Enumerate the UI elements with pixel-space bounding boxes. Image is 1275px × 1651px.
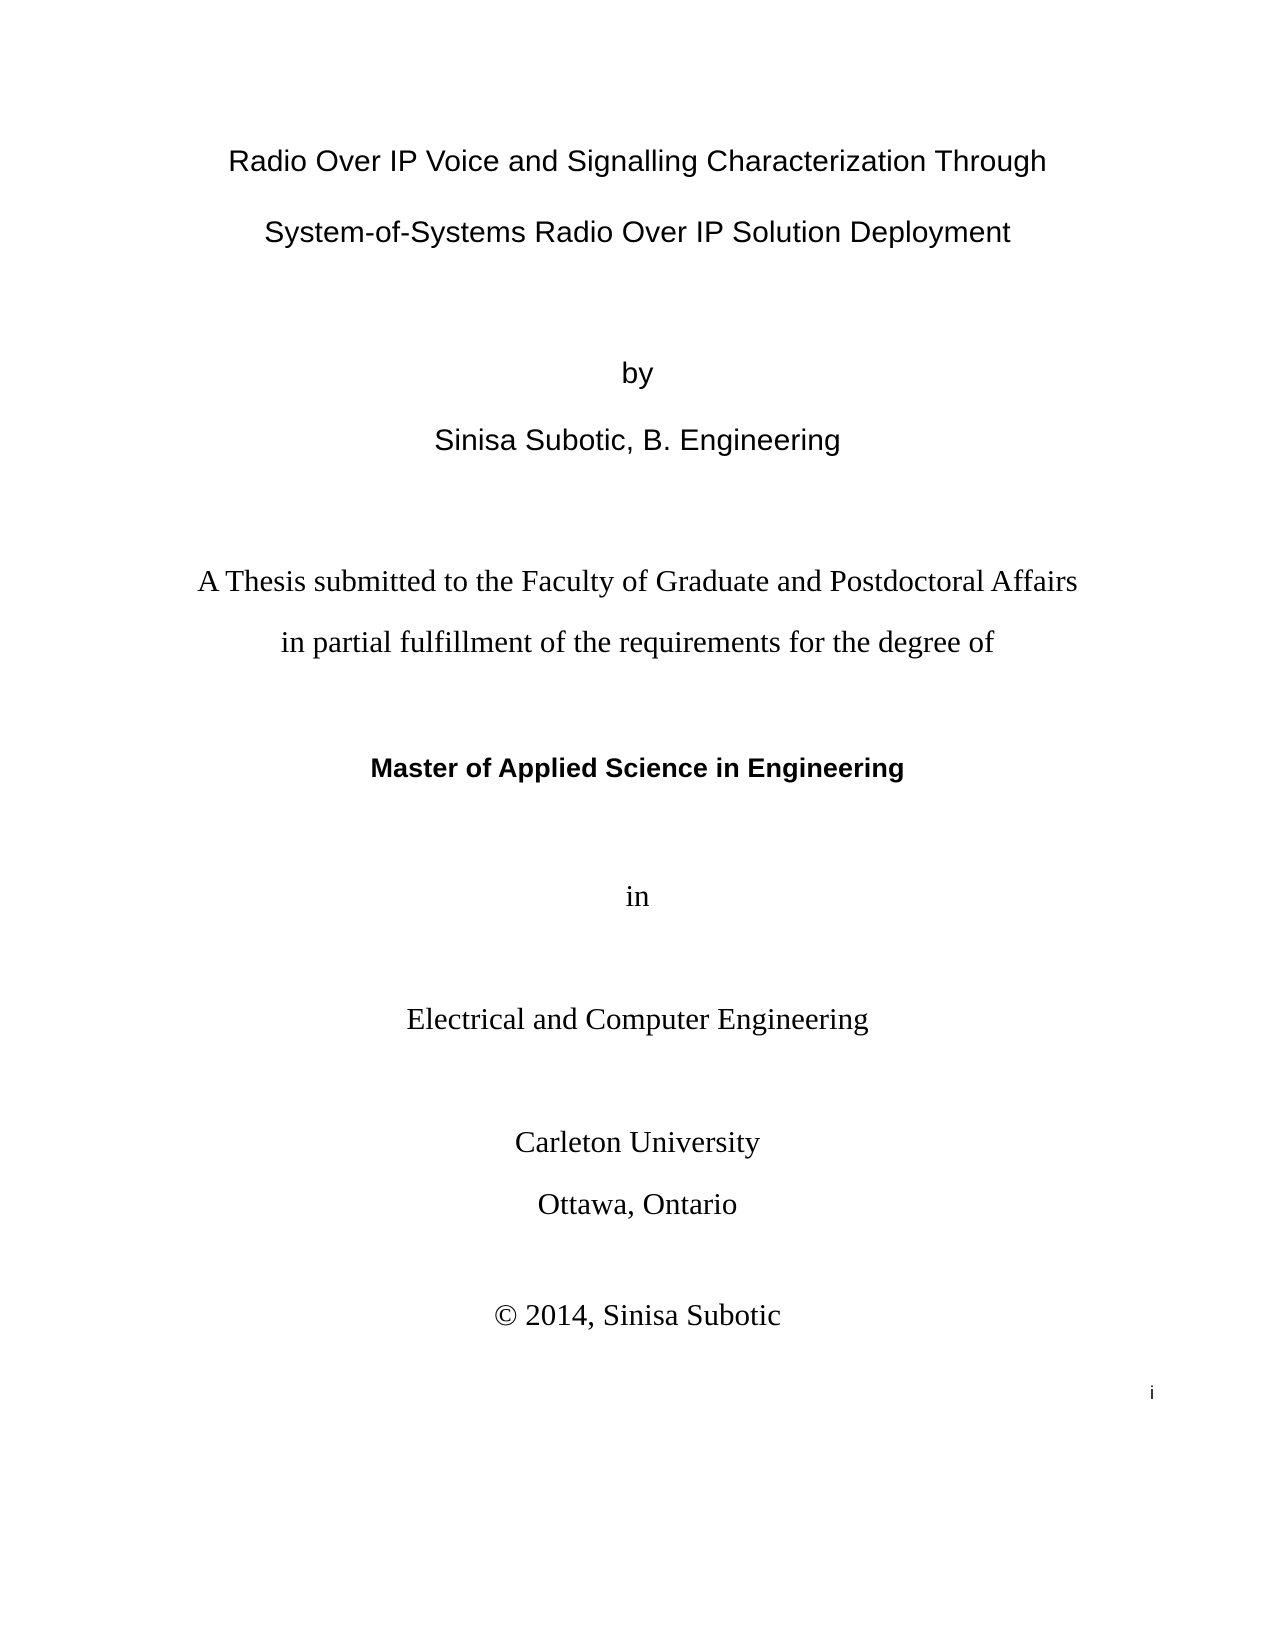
field-of-study: Electrical and Computer Engineering — [406, 1001, 869, 1036]
page-number: i — [1150, 1383, 1154, 1403]
submission-statement-line-1: A Thesis submitted to the Faculty of Graduate and Postdoctoral Affairs — [197, 563, 1078, 598]
university-name: Carleton University — [514, 1124, 761, 1159]
degree-name: Master of Applied Science in Engineering — [370, 753, 905, 783]
author-name: Sinisa Subotic, B. Engineering — [434, 424, 841, 457]
in-label: in — [625, 878, 650, 913]
university-location: Ottawa, Ontario — [537, 1186, 738, 1221]
submission-statement-line-2: in partial fulfillment of the requirements for the degree of — [280, 624, 995, 659]
by-label: by — [621, 357, 654, 390]
copyright-notice: © 2014, Sinisa Subotic — [493, 1297, 782, 1332]
thesis-title-line-1: Radio Over IP Voice and Signalling Characterization Through — [228, 145, 1047, 178]
thesis-title-line-2: System-of-Systems Radio Over IP Solution Deployment — [264, 216, 1011, 249]
